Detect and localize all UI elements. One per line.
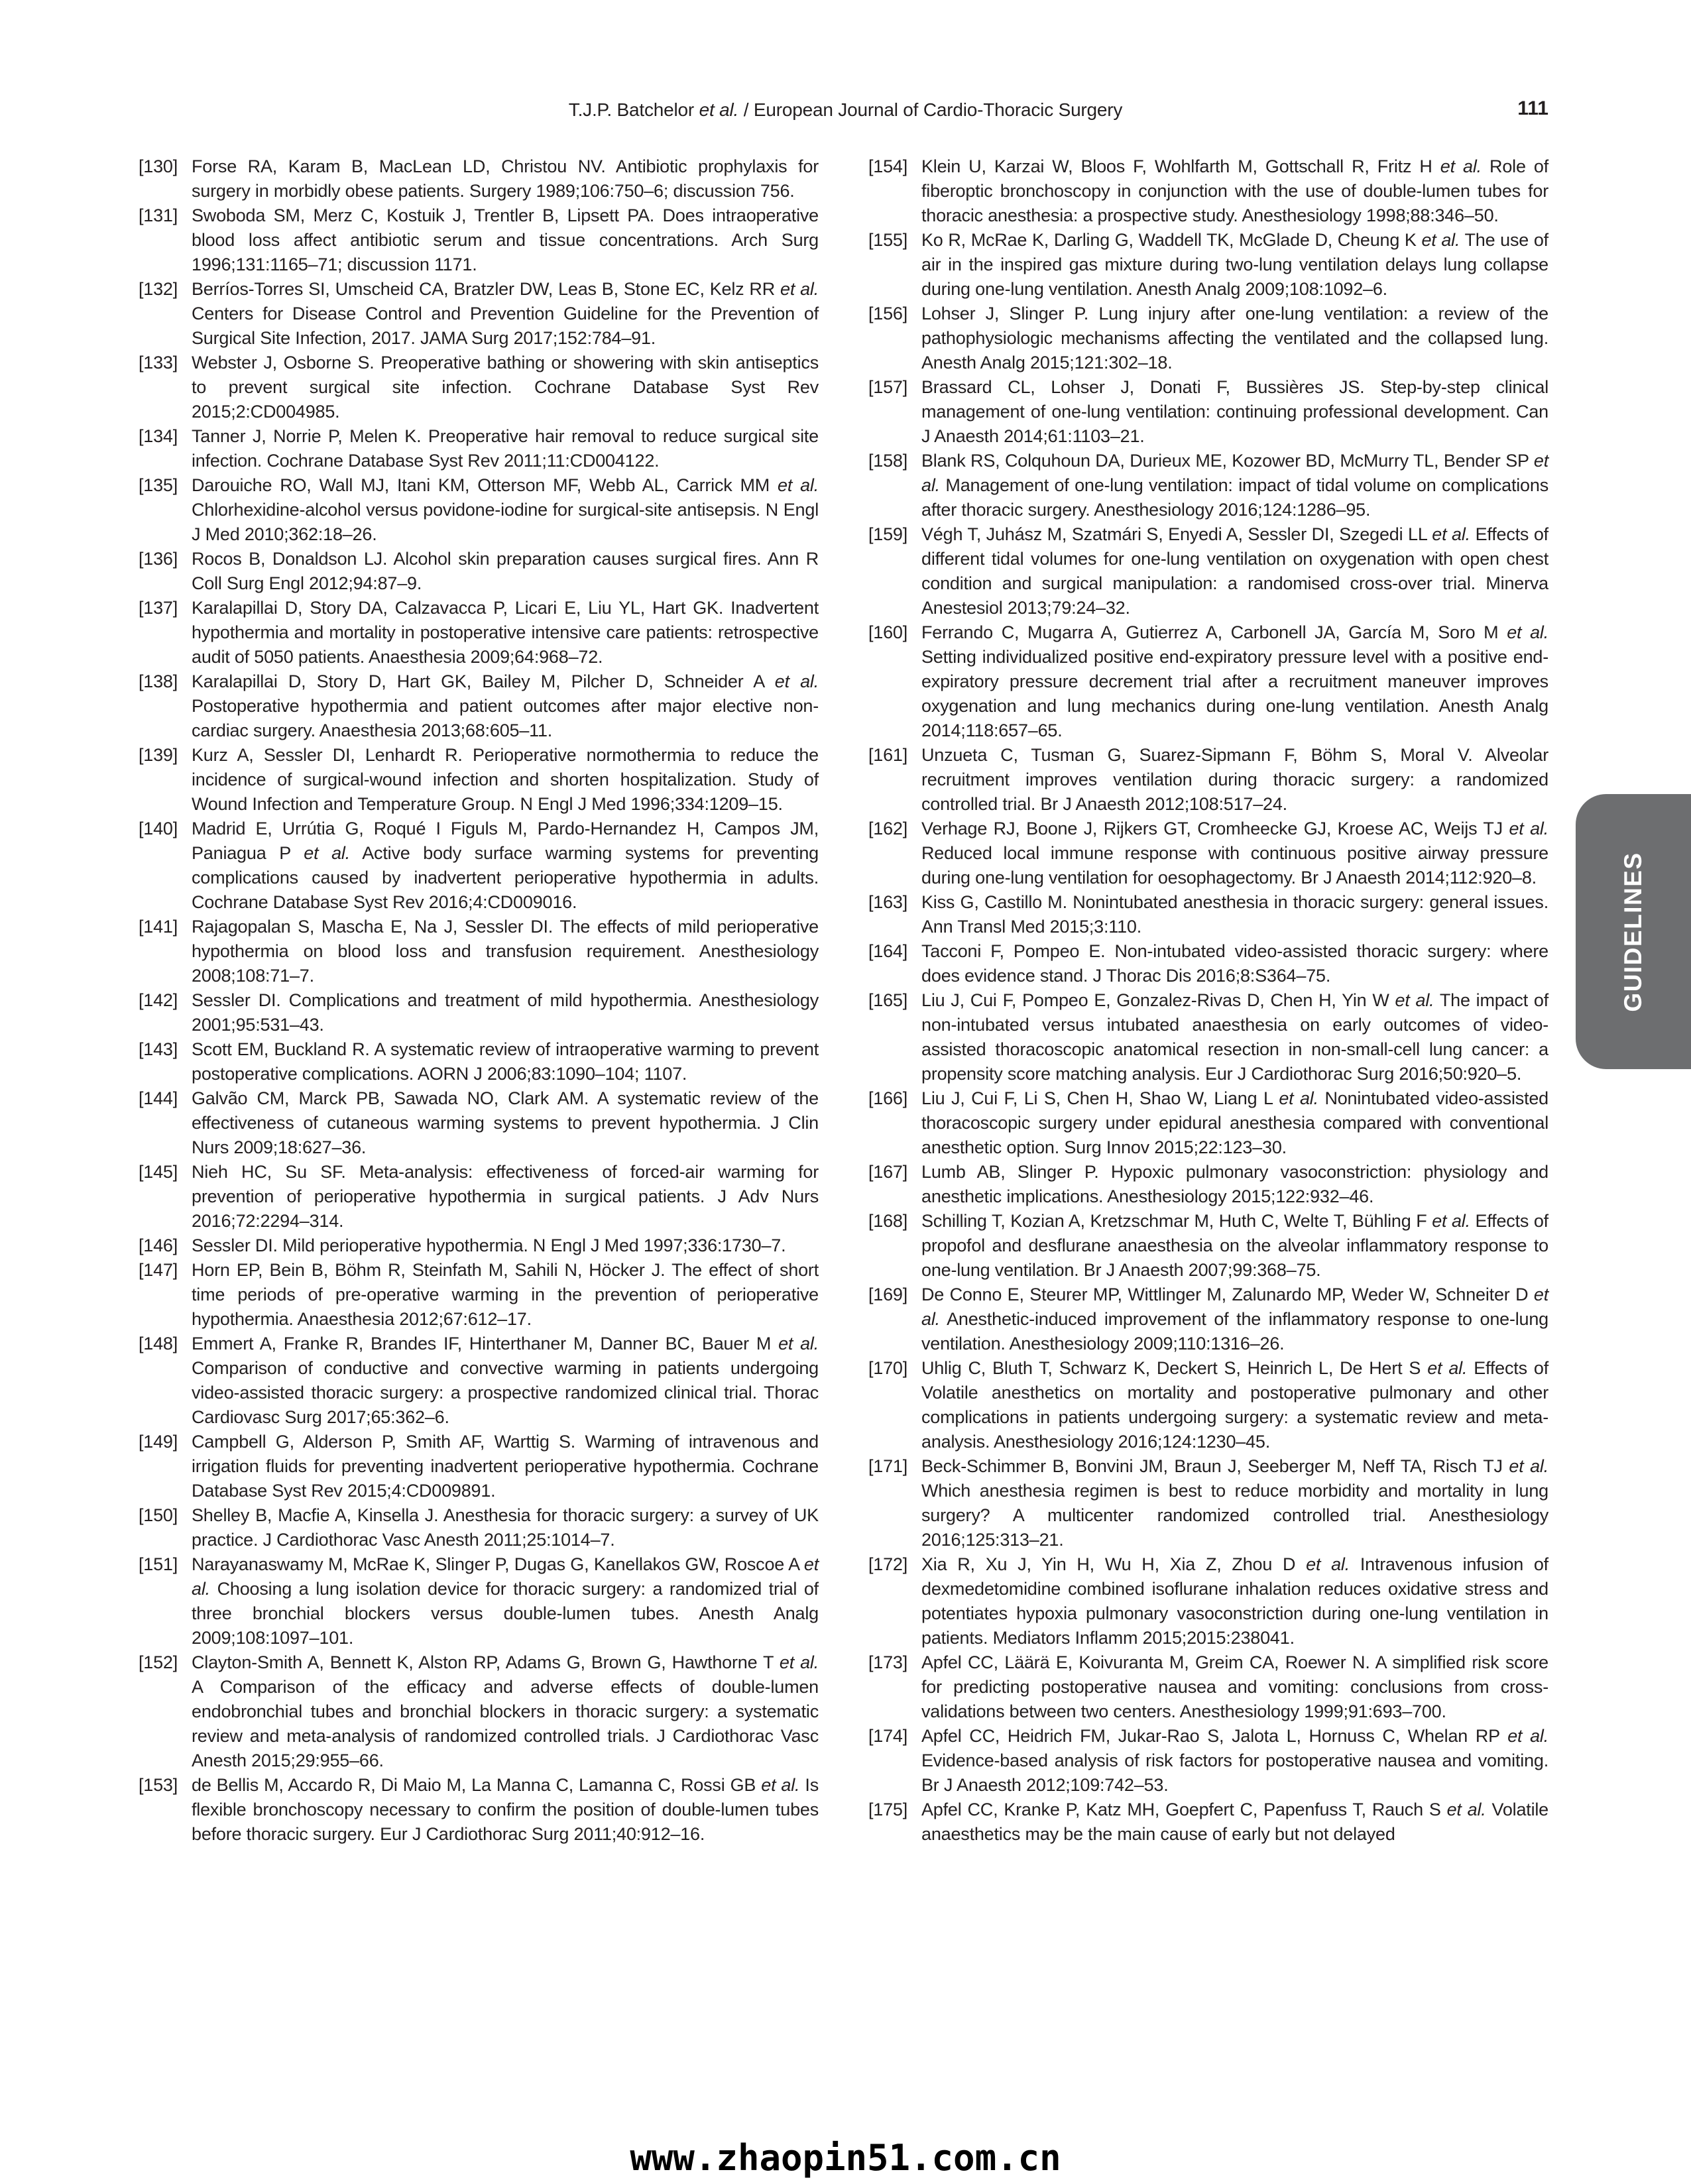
reference-item — [139, 1037, 819, 1086]
references-column-right — [868, 154, 1548, 1847]
watermark: www.zhaopin51.com.cn — [630, 2137, 1061, 2179]
reference-number: [167] — [868, 1162, 908, 1182]
reference-item — [868, 620, 1548, 743]
guidelines-tab — [1576, 794, 1691, 1069]
reference-text: Karalapillai D, Story DA, Calzavacca P, Licari E, Liu YL, Hart GK. Inadvertent hypothermia and mortality in postoperative intensive care patients: retrospective audit of 5050 patients. Anaesthesia 2009;64:968–72. — [192, 598, 819, 667]
reference-item — [868, 228, 1548, 302]
reference-item — [868, 302, 1548, 375]
reference-item — [139, 547, 819, 596]
reference-text: Lumb AB, Slinger P. Hypoxic pulmonary vasoconstriction: physiology and anesthetic implications. Anesthesiology 2015;122:932–46. — [921, 1162, 1548, 1206]
reference-item — [139, 1086, 819, 1160]
reference-text: Horn EP, Bein B, Böhm R, Steinfath M, Sahili N, Höcker J. The effect of short time periods of pre-operative warming in the prevention of perioperative hypothermia. Anaesthesia 2012;67:612–17. — [192, 1260, 819, 1329]
reference-item — [139, 1258, 819, 1332]
reference-number: [162] — [868, 819, 908, 838]
reference-number: [156] — [868, 304, 908, 323]
reference-item — [139, 277, 819, 351]
reference-item — [139, 669, 819, 743]
reference-text: Nieh HC, Su SF. Meta-analysis: effectiveness of forced-air warming for prevention of perioperative hypothermia in surgical patients. J Adv Nurs 2016;72:2294–314. — [192, 1162, 819, 1231]
reference-item — [139, 154, 819, 203]
reference-item — [139, 1332, 819, 1430]
reference-text: Sessler DI. Mild perioperative hypothermia. N Engl J Med 1997;336:1730–7. — [192, 1236, 786, 1255]
reference-text: Apfel CC, Läärä E, Koivuranta M, Greim CA, Roewer N. A simplified risk score for predicting postoperative nausea and vomiting: conclusions from cross-validations between two centers. Anesthesiology 1999;91:693–700. — [921, 1652, 1548, 1721]
reference-item — [868, 154, 1548, 228]
reference-number: [135] — [139, 475, 178, 495]
reference-number: [171] — [868, 1456, 908, 1476]
reference-text: Xia R, Xu J, Yin H, Wu H, Xia Z, Zhou D et al. Intravenous infusion of dexmedetomidine combined isoflurane inhalation reduces oxidative stress and potentiates hypoxia pulmonary vasoconstriction during one-lung ventilation in patients. Mediators Inflamm 2015;2015:238041. — [921, 1554, 1548, 1648]
reference-text: Klein U, Karzai W, Bloos F, Wohlfarth M, Gottschall R, Fritz H et al. Role of fiberoptic bronchoscopy in conjunction with the use of double-lumen tubes for thoracic anesthesia: a prospective study. Anesthesiology 1998;88:346–50. — [921, 156, 1548, 225]
reference-item — [139, 1552, 819, 1650]
reference-item — [868, 1209, 1548, 1283]
reference-item — [139, 473, 819, 547]
reference-number: [172] — [868, 1554, 908, 1574]
reference-text: Galvão CM, Marck PB, Sawada NO, Clark AM. A systematic review of the effectiveness of cutaneous warming systems to prevent hypothermia. J Clin Nurs 2009;18:627–36. — [192, 1088, 819, 1157]
reference-text: de Bellis M, Accardo R, Di Maio M, La Manna C, Lamanna C, Rossi GB et al. Is flexible bronchoscopy necessary to confirm the position of double-lumen tubes before thoracic surgery. Eur J Cardiothorac Surg 2011;40:912–16. — [192, 1775, 819, 1844]
reference-number: [157] — [868, 377, 908, 397]
reference-number: [155] — [868, 230, 908, 250]
reference-number: [143] — [139, 1039, 178, 1059]
reference-text: Madrid E, Urrútia G, Roqué I Figuls M, Pardo-Hernandez H, Campos JM, Paniagua P et al. Active body surface warming systems for preventing complications caused by inadvertent perioperative hypothermia in adults. Cochrane Database Syst Rev 2016;4:CD009016. — [192, 819, 819, 912]
reference-item — [868, 939, 1548, 988]
reference-number: [174] — [868, 1726, 908, 1746]
reference-text: Ferrando C, Mugarra A, Gutierrez A, Carbonell JA, García M, Soro M et al. Setting individualized positive end-expiratory pressure level with a positive end-expiratory pressure decrement trial after a recruitment maneuver improves oxygenation and lung mechanics during one-lung ventilation. Anesth Analg 2014;118:657–65. — [921, 622, 1548, 740]
reference-text: Berríos-Torres SI, Umscheid CA, Bratzler DW, Leas B, Stone EC, Kelz RR et al. Centers for Disease Control and Prevention Guideline for the Prevention of Surgical Site Infection, 2017. JAMA Surg 2017;152:784–91. — [192, 279, 819, 348]
reference-item — [139, 1234, 819, 1258]
reference-number: [139] — [139, 745, 178, 765]
reference-item — [868, 1283, 1548, 1356]
reference-text: Emmert A, Franke R, Brandes IF, Hinterthaner M, Danner BC, Bauer M et al. Comparison of conductive and convective warming in patients undergoing video-assisted thoracic surgery: a prospective randomized clinical trial. Thorac Cardiovasc Surg 2017;65:362–6. — [192, 1334, 819, 1427]
reference-text: Unzueta C, Tusman G, Suarez-Sipmann F, Böhm S, Moral V. Alveolar recruitment improves ventilation during thoracic surgery: a randomized controlled trial. Br J Anaesth 2012;108:517–24. — [921, 745, 1548, 814]
reference-number: [169] — [868, 1285, 908, 1304]
reference-item — [868, 1798, 1548, 1847]
reference-item — [139, 1160, 819, 1234]
reference-text: Scott EM, Buckland R. A systematic review of intraoperative warming to prevent postoperative complications. AORN J 2006;83:1090–104; 1107. — [192, 1039, 819, 1084]
reference-item — [868, 1724, 1548, 1798]
reference-number: [148] — [139, 1334, 178, 1353]
reference-number: [158] — [868, 451, 908, 471]
reference-number: [170] — [868, 1358, 908, 1378]
reference-text: Apfel CC, Heidrich FM, Jukar-Rao S, Jalota L, Hornuss C, Whelan RP et al. Evidence-based analysis of risk factors for postoperative nausea and vomiting. Br J Anaesth 2012;109:742–53. — [921, 1726, 1548, 1795]
reference-number: [140] — [139, 819, 178, 838]
reference-text: Végh T, Juhász M, Szatmári S, Enyedi A, Sessler DI, Szegedi LL et al. Effects of different tidal volumes for one-lung ventilation on oxygenation with open chest condition and surgical manipulation: a randomised cross-over trial. Minerva Anestesiol 2013;79:24–32. — [921, 524, 1548, 618]
reference-item — [139, 743, 819, 817]
running-title: T.J.P. Batchelor et al. / European Journal of Cardio-Thoracic Surgery — [568, 99, 1123, 120]
reference-number: [145] — [139, 1162, 178, 1182]
reference-item — [868, 1086, 1548, 1160]
reference-item — [868, 1650, 1548, 1724]
reference-number: [154] — [868, 156, 908, 176]
reference-number: [166] — [868, 1088, 908, 1108]
reference-item — [139, 424, 819, 473]
reference-number: [146] — [139, 1236, 178, 1255]
reference-item — [868, 522, 1548, 620]
reference-number: [130] — [139, 156, 178, 176]
reference-text: Swoboda SM, Merz C, Kostuik J, Trentler B, Lipsett PA. Does intraoperative blood loss affect antibiotic serum and tissue concentrations. Arch Surg 1996;131:1165–71; discussion 1171. — [192, 205, 819, 274]
reference-number: [164] — [868, 941, 908, 961]
reference-text: Narayanaswamy M, McRae K, Slinger P, Dugas G, Kanellakos GW, Roscoe A et al. Choosing a lung isolation device for thoracic surgery: a randomized trial of three bronchial blockers versus double-lumen tubes. Anesth Analg 2009;108:1097–101. — [192, 1554, 819, 1648]
reference-text: Rajagopalan S, Mascha E, Na J, Sessler DI. The effects of mild perioperative hypothermia on blood loss and transfusion requirement. Anesthesiology 2008;108:71–7. — [192, 917, 819, 986]
reference-item — [868, 817, 1548, 890]
reference-item — [868, 375, 1548, 449]
reference-number: [141] — [139, 917, 178, 937]
reference-text: Brassard CL, Lohser J, Donati F, Bussières JS. Step-by-step clinical management of one-lung ventilation: continuing professional development. Can J Anaesth 2014;61:1103–21. — [921, 377, 1548, 446]
reference-text: Lohser J, Slinger P. Lung injury after one-lung ventilation: a review of the pathophysiologic mechanisms affecting the ventilated and the collapsed lung. Anesth Analg 2015;121:302–18. — [921, 304, 1548, 373]
references-column-left — [139, 154, 819, 1847]
reference-text: Uhlig C, Bluth T, Schwarz K, Deckert S, Heinrich L, De Hert S et al. Effects of Volatile anesthetics on mortality and postoperative pulmonary and other complications in patients undergoing surgery: a systematic review and meta-analysis. Anesthesiology 2016;124:1230–45. — [921, 1358, 1548, 1452]
reference-item — [139, 988, 819, 1037]
reference-text: Webster J, Osborne S. Preoperative bathing or showering with skin antiseptics to prevent surgical site infection. Cochrane Database Syst Rev 2015;2:CD004985. — [192, 353, 819, 422]
reference-item — [139, 203, 819, 277]
reference-text: Forse RA, Karam B, MacLean LD, Christou NV. Antibiotic prophylaxis for surgery in morbidly obese patients. Surgery 1989;106:750–6; discussion 756. — [192, 156, 819, 201]
reference-text: Ko R, McRae K, Darling G, Waddell TK, McGlade D, Cheung K et al. The use of air in the inspired gas mixture during two-lung ventilation delays lung collapse during one-lung ventilation. Anesth Analg 2009;108:1092–6. — [921, 230, 1548, 299]
reference-number: [142] — [139, 990, 178, 1010]
reference-item — [868, 890, 1548, 939]
reference-text: De Conno E, Steurer MP, Wittlinger M, Zalunardo MP, Weder W, Schneiter D et al. Anesthetic-induced improvement of the inflammatory response to one-lung ventilation. Anesthesiology 2009;110:1316–26. — [921, 1285, 1548, 1353]
reference-item — [868, 743, 1548, 817]
reference-number: [147] — [139, 1260, 178, 1280]
reference-number: [132] — [139, 279, 178, 299]
reference-item — [139, 1430, 819, 1503]
reference-text: Verhage RJ, Boone J, Rijkers GT, Cromheecke GJ, Kroese AC, Weijs TJ et al. Reduced local immune response with continuous positive airway pressure during one-lung ventilation for oesophagectomy. Br J Anaesth 2014;112:920–8. — [921, 819, 1548, 888]
reference-number: [165] — [868, 990, 908, 1010]
reference-text: Clayton-Smith A, Bennett K, Alston RP, Adams G, Brown G, Hawthorne T et al. A Comparison of the efficacy and adverse effects of double-lumen endobronchial tubes and bronchial blockers in thoracic surgery: a systematic review and meta-analysis of randomized controlled trials. J Cardiothorac Vasc Anesth 2015;29:955–66. — [192, 1652, 819, 1770]
reference-number: [168] — [868, 1211, 908, 1231]
reference-number: [159] — [868, 524, 908, 544]
page-number: 111 — [1517, 97, 1548, 119]
reference-text: Kiss G, Castillo M. Nonintubated anesthesia in thoracic surgery: general issues. Ann Transl Med 2015;3:110. — [921, 892, 1548, 937]
reference-text: Tacconi F, Pompeo E. Non-intubated video-assisted thoracic surgery: where does evidence stand. J Thorac Dis 2016;8:S364–75. — [921, 941, 1548, 986]
reference-number: [152] — [139, 1652, 178, 1672]
reference-text: Liu J, Cui F, Pompeo E, Gonzalez-Rivas D, Chen H, Yin W et al. The impact of non-intubated versus intubated anaesthesia on early outcomes of video-assisted thoracoscopic anatomical resection in non-small-cell lung cancer: a propensity score matching analysis. Eur J Cardiothorac Surg 2016;50:920–5. — [921, 990, 1548, 1084]
reference-text: Beck-Schimmer B, Bonvini JM, Braun J, Seeberger M, Neff TA, Risch TJ et al. Which anesthesia regimen is best to reduce morbidity and mortality in lung surgery? A multicenter randomized controlled trial. Anesthesiology 2016;125:313–21. — [921, 1456, 1548, 1550]
reference-number: [134] — [139, 426, 178, 446]
reference-number: [150] — [139, 1505, 178, 1525]
reference-text: Karalapillai D, Story D, Hart GK, Bailey M, Pilcher D, Schneider A et al. Postoperative hypothermia and patient outcomes after major elective non-cardiac surgery. Anaesthesia 2013;68:605–11. — [192, 671, 819, 740]
reference-item — [868, 1454, 1548, 1552]
reference-text: Liu J, Cui F, Li S, Chen H, Shao W, Liang L et al. Nonintubated video-assisted thoracoscopic surgery under epidural anesthesia compared with conventional anesthetic option. Surg Innov 2015;22:123–30. — [921, 1088, 1548, 1157]
reference-item — [868, 449, 1548, 522]
reference-number: [161] — [868, 745, 908, 765]
reference-number: [149] — [139, 1432, 178, 1452]
reference-item — [139, 1773, 819, 1847]
reference-number: [138] — [139, 671, 178, 691]
reference-number: [153] — [139, 1775, 178, 1795]
reference-item — [139, 351, 819, 424]
reference-text: Darouiche RO, Wall MJ, Itani KM, Otterson MF, Webb AL, Carrick MM et al. Chlorhexidine-alcohol versus povidone-iodine for surgical-site antisepsis. N Engl J Med 2010;362:18–26. — [192, 475, 819, 544]
reference-item — [139, 817, 819, 915]
reference-number: [144] — [139, 1088, 178, 1108]
reference-item — [868, 1356, 1548, 1454]
guidelines-tab-label: GUIDELINES — [1619, 851, 1647, 1012]
reference-text: Kurz A, Sessler DI, Lenhardt R. Perioperative normothermia to reduce the incidence of surgical-wound infection and shorten hospitalization. Study of Wound Infection and Temperature Group. N Engl J Med 1996;334:1209–15. — [192, 745, 819, 814]
reference-item — [139, 915, 819, 988]
reference-item — [139, 1503, 819, 1552]
reference-item — [868, 1160, 1548, 1209]
reference-number: [151] — [139, 1554, 178, 1574]
reference-text: Schilling T, Kozian A, Kretzschmar M, Huth C, Welte T, Bühling F et al. Effects of propofol and desflurane anaesthesia on the alveolar inflammatory response to one-lung ventilation. Br J Anaesth 2007;99:368–75. — [921, 1211, 1548, 1280]
reference-item — [868, 1552, 1548, 1650]
reference-item — [139, 1650, 819, 1773]
reference-number: [133] — [139, 353, 178, 373]
reference-text: Apfel CC, Kranke P, Katz MH, Goepfert C, Papenfuss T, Rauch S et al. Volatile anaesthetics may be the main cause of early but not delayed — [921, 1800, 1548, 1844]
reference-number: [137] — [139, 598, 178, 618]
reference-item — [868, 988, 1548, 1086]
reference-number: [136] — [139, 549, 178, 569]
reference-item — [139, 596, 819, 669]
reference-number: [163] — [868, 892, 908, 912]
reference-text: Campbell G, Alderson P, Smith AF, Warttig S. Warming of intravenous and irrigation fluids for preventing inadvertent perioperative hypothermia. Cochrane Database Syst Rev 2015;4:CD009891. — [192, 1432, 819, 1501]
reference-text: Rocos B, Donaldson LJ. Alcohol skin preparation causes surgical fires. Ann R Coll Surg Engl 2012;94:87–9. — [192, 549, 819, 593]
reference-number: [131] — [139, 205, 178, 225]
reference-text: Shelley B, Macfie A, Kinsella J. Anesthesia for thoracic surgery: a survey of UK practice. J Cardiothorac Vasc Anesth 2011;25:1014–7. — [192, 1505, 819, 1550]
reference-number: [160] — [868, 622, 908, 642]
reference-text: Sessler DI. Complications and treatment of mild hypothermia. Anesthesiology 2001;95:531–43. — [192, 990, 819, 1035]
reference-number: [173] — [868, 1652, 908, 1672]
reference-text: Tanner J, Norrie P, Melen K. Preoperative hair removal to reduce surgical site infection. Cochrane Database Syst Rev 2011;11:CD004122. — [192, 426, 819, 471]
reference-number: [175] — [868, 1800, 908, 1819]
reference-text: Blank RS, Colquhoun DA, Durieux ME, Kozower BD, McMurry TL, Bender SP et al. Management of one-lung ventilation: impact of tidal volume on complications after thoracic surgery. Anesthesiology 2016;124:1286–95. — [921, 451, 1548, 520]
